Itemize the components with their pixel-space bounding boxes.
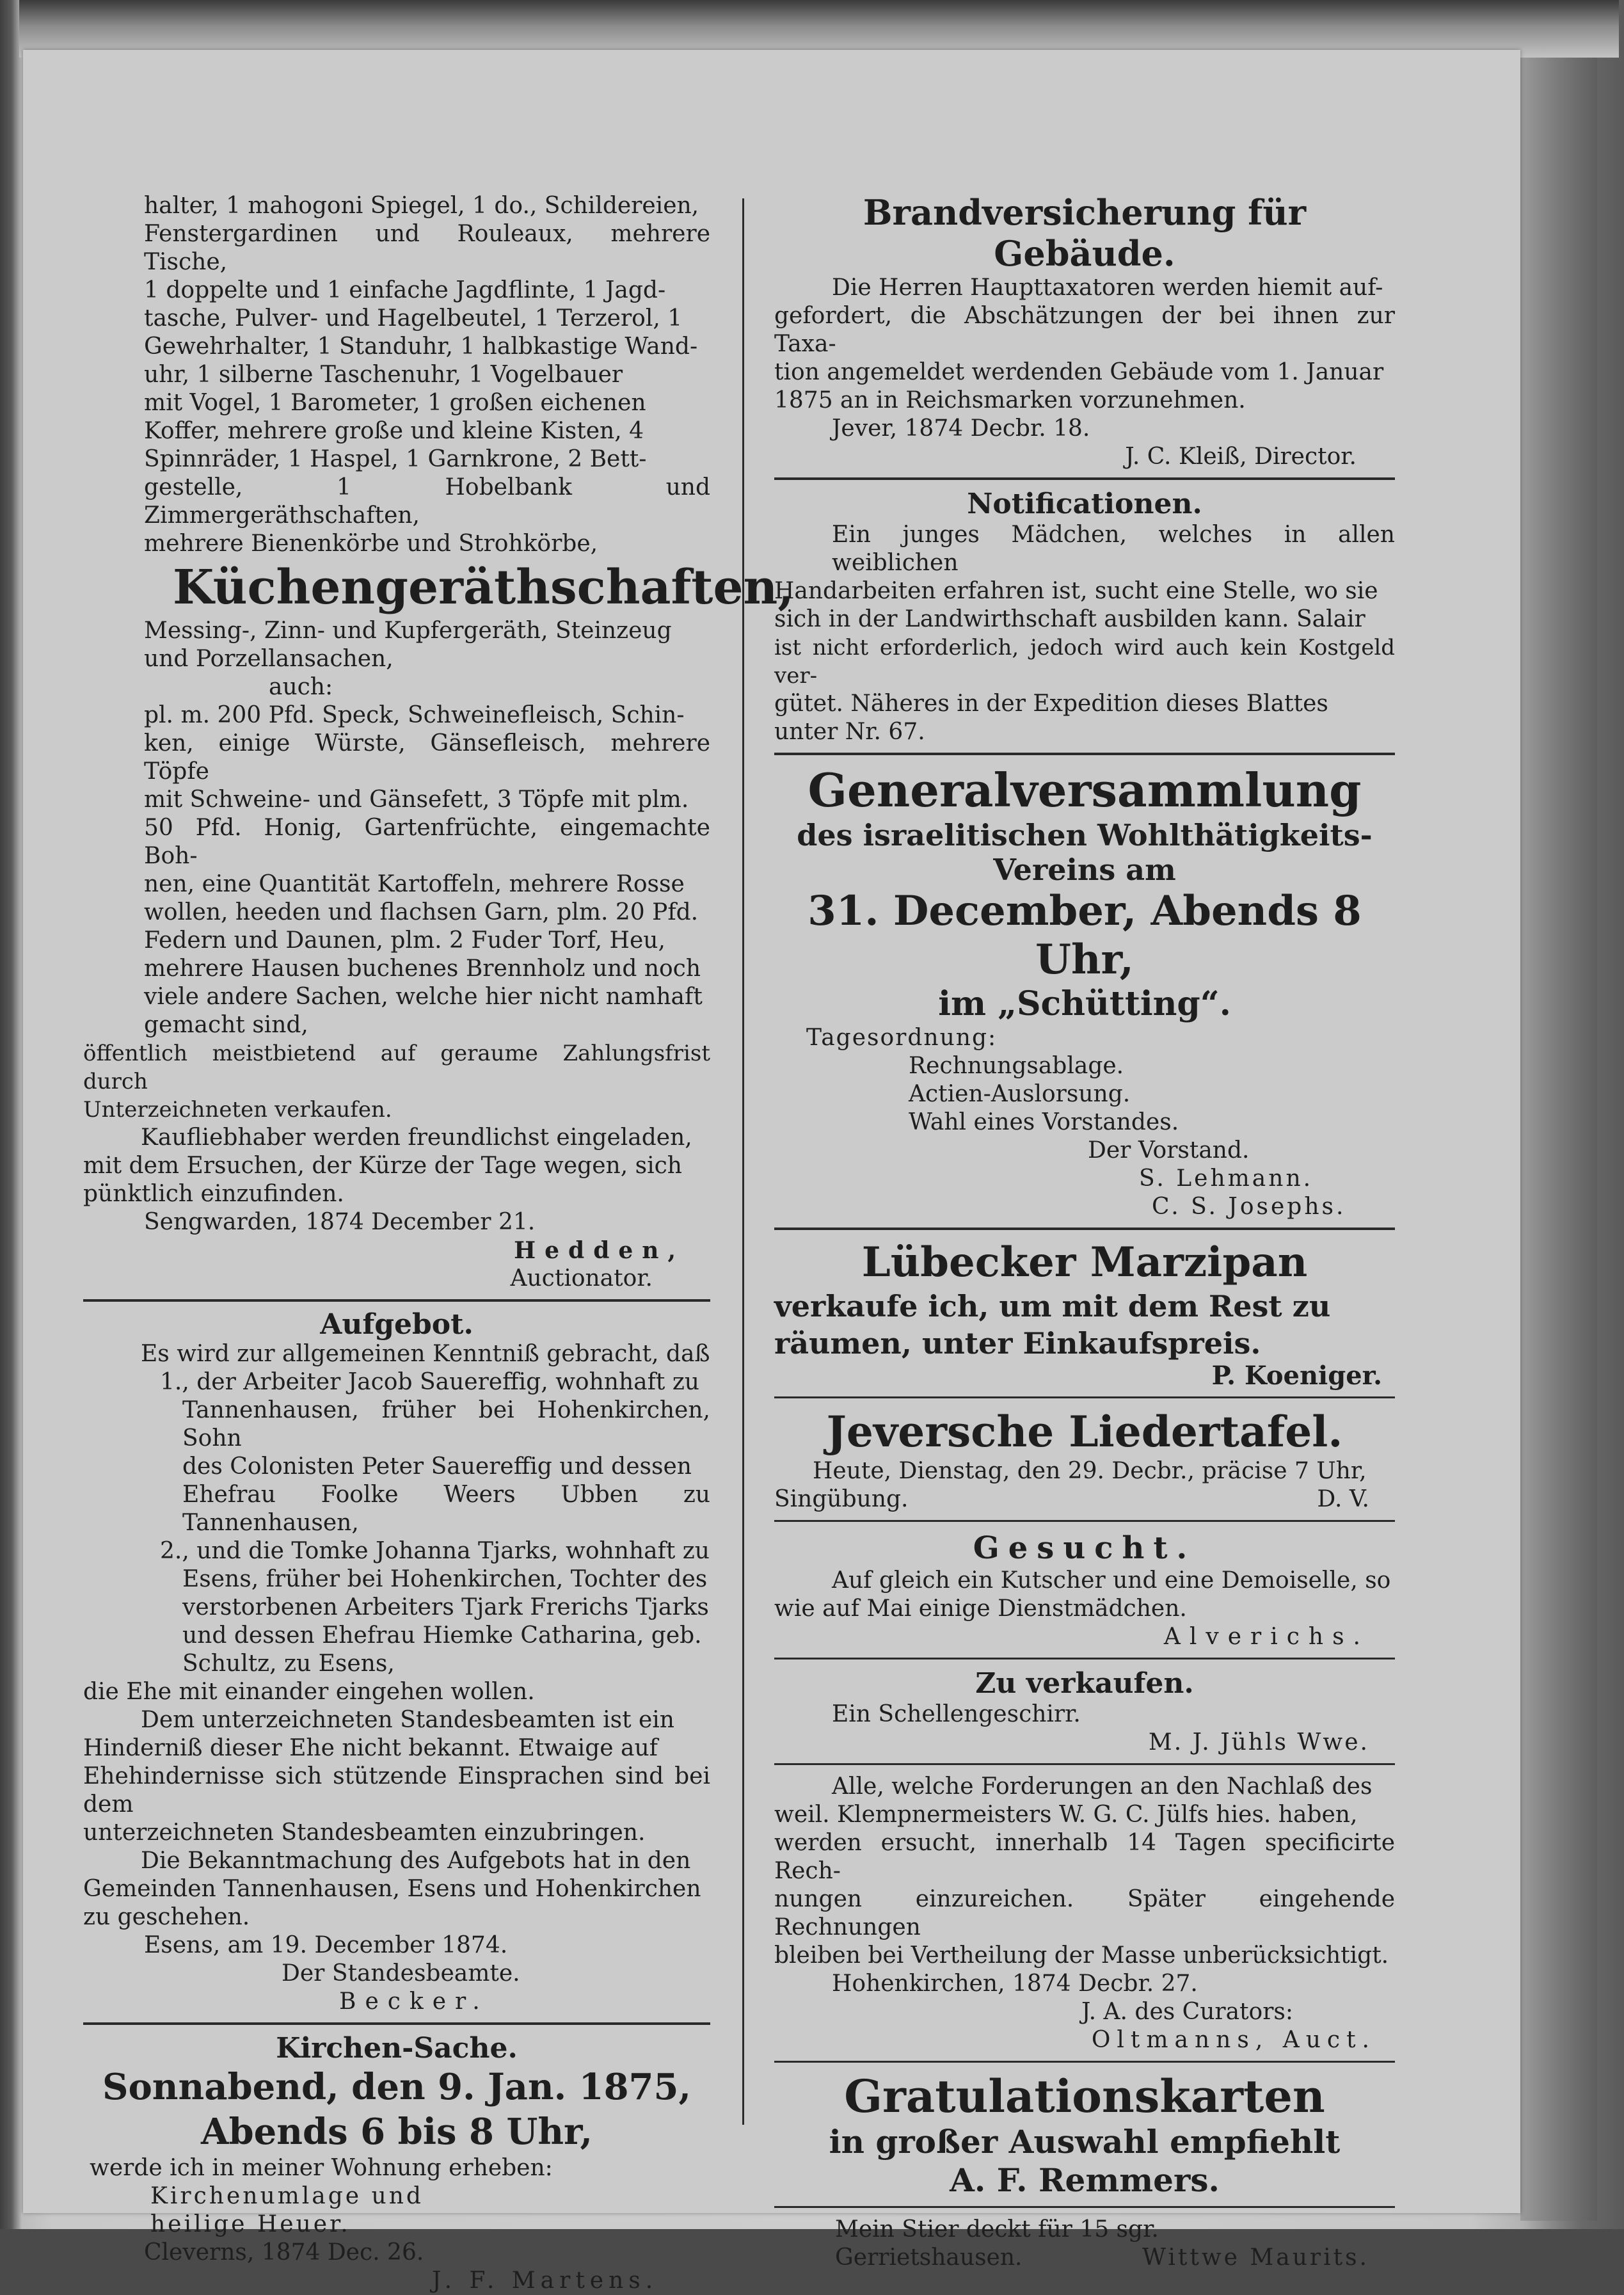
text-line: Alle, welche Forderungen an den Nachlaß des	[832, 1773, 1373, 1800]
text-line: verkaufe ich, um mit dem Rest zu	[774, 1289, 1331, 1323]
text-line: heilige Heuer.	[150, 2211, 351, 2237]
text-line: tasche, Pulver- und Hagelbeutel, 1 Terzerol, 1	[144, 305, 683, 332]
section-rule	[774, 2206, 1395, 2208]
text-line: Die Bekanntmachung des Aufgebots hat in den	[141, 1848, 691, 1874]
text-line: mit Schweine- und Gänsefett, 3 Töpfe mit plm.	[144, 787, 689, 813]
text-line: gestelle, 1 Hobelbank und Zimmergeräthschaften,	[144, 474, 710, 529]
section-rule	[83, 2022, 710, 2025]
brand-heading: Brandversicherung für Gebäude.	[863, 192, 1307, 274]
text-line: Handarbeiten erfahren ist, sucht eine Stelle, wo sie	[774, 578, 1378, 604]
gesucht-text	[774, 1567, 1395, 1623]
nachlass-text	[774, 1773, 1395, 1970]
text-line: Kaufliebhaber werden freundlichst eingeladen,	[141, 1124, 692, 1151]
kirchen-heading: Kirchen-Sache.	[276, 2032, 518, 2065]
gv-line2: Vereins am	[993, 852, 1176, 887]
text-line: Ehehindernisse sich stützende Einsprachen sind bei dem	[83, 1763, 710, 1818]
text-line: gemacht sind,	[144, 1012, 308, 1038]
goods-text	[83, 701, 710, 1039]
text-line: zu geschehen.	[83, 1904, 250, 1930]
text-line: halter, 1 mahogoni Spiegel, 1 do., Schildereien,	[144, 193, 699, 219]
text-line: öffentlich meistbietend auf geraume Zahlungsfrist durch	[83, 1041, 710, 1094]
verkaufen-heading: Zu verkaufen.	[975, 1667, 1194, 1700]
kitchen-text	[83, 617, 710, 701]
koeniger-signature: P. Koeniger.	[1211, 1361, 1382, 1391]
text-line: räumen, unter Einkaufspreis.	[774, 1326, 1261, 1361]
agenda-item: Actien-Auslorsung.	[909, 1081, 1131, 1107]
text-line: verstorbenen Arbeiters Tjark Frerichs Tjarks	[182, 1594, 709, 1620]
text-line: bleiben bei Vertheilung der Masse unberücksichtigt.	[774, 1942, 1389, 1969]
text-line: gefordert, die Abschätzungen der bei ihnen zur Taxa-	[774, 303, 1395, 357]
gv-line1: des israelitischen Wohlthätigkeits-	[797, 818, 1373, 852]
text-line: 1., der Arbeiter Jacob Sauereffig, wohnhaft zu	[160, 1369, 699, 1395]
text-line: Ein junges Mädchen, welches in allen weiblichen	[832, 522, 1395, 576]
section-rule	[774, 477, 1395, 480]
text-line: wollen, heeden und flachsen Garn, plm. 20 Pfd.	[144, 899, 699, 925]
text-line: Gewehrhalter, 1 Standuhr, 1 halbkastige Wand-	[144, 333, 698, 360]
alverichs-signature: Alverichs.	[1163, 1624, 1369, 1650]
oltmanns-signature: Oltmanns, Auct.	[1091, 2027, 1376, 2053]
text-line: Die Herren Haupttaxatoren werden hiemit auf-	[832, 275, 1383, 301]
text-line: Fenstergardinen und Rouleaux, mehrere Tische,	[144, 221, 710, 275]
remmers-signature: A. F. Remmers.	[950, 2161, 1220, 2199]
notif-text	[774, 521, 1395, 746]
text-line: nen, eine Quantität Kartoffeln, mehrere Rosse	[144, 871, 685, 897]
text-line: mit Vogel, 1 Barometer, 1 großen eichenen	[144, 390, 646, 416]
martens-signature: J. F. Martens.	[432, 2267, 658, 2294]
curator-label: J. A. des Curators:	[1081, 1999, 1294, 2025]
gesucht-heading: Gesucht.	[973, 1530, 1197, 1566]
text-line: 2., und die Tomke Johanna Tjarks, wohnhaft zu	[160, 1538, 710, 1564]
page-top-edge	[19, 0, 1619, 58]
agenda-list	[774, 1052, 1395, 1137]
text-line: pl. m. 200 Pfd. Speck, Schweinefleisch, Schin-	[144, 702, 685, 728]
marzipan-text	[774, 1288, 1395, 1362]
text-line: ist nicht erforderlich, jedoch wird auch kein Kostgeld ver-	[774, 635, 1395, 689]
text-line: 1 doppelte und 1 einfache Jagdflinte, 1 Jagd-	[144, 277, 666, 303]
text-line: Tannenhausen, früher bei Hohenkirchen, Sohn	[182, 1397, 710, 1451]
aufgebot-marriage: die Ehe mit einander eingehen wollen.	[83, 1679, 535, 1705]
juehls-signature: M. J. Jühls Wwe.	[1148, 1729, 1369, 1755]
left-column	[83, 192, 795, 2295]
text-line: und dessen Ehefrau Hiemke Catharina, geb.	[182, 1622, 702, 1649]
aufgebot-intro	[83, 1340, 710, 1368]
section-rule	[83, 1299, 710, 1302]
gerrietshausen-place: Gerrietshausen.	[835, 2244, 1023, 2271]
section-rule	[774, 1520, 1395, 1522]
section-rule	[774, 1396, 1395, 1398]
aufgebot-item2	[83, 1537, 710, 1678]
text-line: nungen einzureichen. Später eingehende Rechnungen	[774, 1886, 1395, 1940]
grat-heading: Gratulationskarten	[844, 2070, 1325, 2123]
becker-signature: Becker.	[339, 1988, 489, 2015]
text-line: und Porzellansachen,	[144, 646, 394, 672]
text-line: Dem unterzeichneten Standesbeamten ist ein	[141, 1707, 674, 1733]
stier-footer	[774, 2244, 1395, 2272]
text-line: uhr, 1 silberne Taschenuhr, 1 Vogelbauer	[144, 362, 623, 388]
text-line: werden ersucht, innerhalb 14 Tagen specificirte Rech-	[774, 1830, 1395, 1884]
text-line: Heute, Dienstag, den 29. Decbr., präcise 7 Uhr,	[813, 1458, 1367, 1484]
page-right-edge	[1520, 58, 1597, 2221]
text-line: des Colonisten Peter Sauereffig und dessen	[182, 1453, 692, 1480]
hohenkirchen-place: Hohenkirchen, 1874 Decbr. 27.	[832, 1971, 1198, 1997]
kitchen-heading: Küchengeräthschaften,	[173, 560, 795, 615]
aufgebot-hindrance	[83, 1706, 710, 1847]
aufgebot-item1	[83, 1368, 710, 1537]
right-column	[774, 192, 1395, 2272]
text-line: Ehefrau Foolke Weers Ubben zu Tannenhausen,	[182, 1482, 710, 1536]
kirchen-text	[83, 2154, 710, 2239]
text-line: mit dem Ersuchen, der Kürze der Tage wegen, sich	[83, 1153, 682, 1179]
cleverns-place: Cleverns, 1874 Dec. 26.	[144, 2239, 424, 2266]
text-line: unter Nr. 67.	[774, 719, 925, 745]
esens-place: Esens, am 19. December 1874.	[144, 1932, 508, 1958]
kirchen-time: Abends 6 bis 8 Uhr,	[201, 2111, 593, 2153]
text-line: Koffer, mehrere große und kleine Kisten, 4	[144, 418, 644, 444]
tagesordnung-label: Tagesordnung:	[806, 1025, 998, 1051]
text-line: Federn und Daunen, plm. 2 Fuder Torf, Heu,	[144, 927, 665, 954]
estate-list	[83, 192, 710, 558]
text-line: wie auf Mai einige Dienstmädchen.	[774, 1595, 1187, 1622]
text-line: werde ich in meiner Wohnung erheben:	[90, 2155, 553, 2181]
text-line: pünktlich einzufinden.	[83, 1181, 344, 1207]
section-rule	[774, 1763, 1395, 1765]
lehmann-signature: S. Lehmann.	[1139, 1165, 1314, 1192]
vorstand-label: Der Vorstand.	[1088, 1137, 1250, 1163]
text-line: tion angemeldet werdenden Gebäude vom 1. Januar	[774, 359, 1384, 385]
text-line: Schultz, zu Esens,	[182, 1651, 395, 1677]
maurits-signature: Wittwe Maurits.	[1142, 2244, 1369, 2271]
section-rule	[774, 2061, 1395, 2063]
text-line: weil. Klempnermeisters W. G. C. Jülfs hies. haben,	[774, 1802, 1358, 1828]
column-divider	[742, 198, 744, 2125]
text-line: Esens, früher bei Hohenkirchen, Tochter des	[182, 1566, 708, 1592]
sengwarden-place: Sengwarden, 1874 December 21.	[144, 1209, 536, 1235]
section-rule	[774, 1227, 1395, 1230]
text-line: sich in der Landwirthschaft ausbilden kann. Salair	[774, 606, 1365, 632]
text-line: ken, einige Würste, Gänsefleisch, mehrere Töpfe	[144, 730, 710, 785]
aufgebot-publication	[83, 1847, 710, 1931]
hedden-signature: Hedden,	[514, 1237, 685, 1264]
text-line: Es wird zur allgemeinen Kenntniß gebracht, daß	[141, 1341, 710, 1367]
grat-line: in großer Auswahl empfiehlt	[829, 2123, 1341, 2161]
standesbeamte-label: Der Standesbeamte.	[282, 1960, 520, 1987]
verkaufen-item: Ein Schellengeschirr.	[832, 1701, 1081, 1727]
marzipan-heading: Lübecker Marzipan	[861, 1238, 1308, 1286]
sale-text	[83, 1039, 710, 1124]
hedden-title: Auctionator.	[510, 1265, 653, 1291]
gv-date: 31. December, Abends 8 Uhr,	[808, 887, 1362, 984]
josephs-signature: C. S. Josephs.	[1152, 1194, 1346, 1220]
text-line: 50 Pfd. Honig, Gartenfrüchte, eingemachte Boh-	[144, 815, 710, 869]
gv-place: im „Schütting“.	[938, 984, 1231, 1023]
agenda-item: Wahl eines Vorstandes.	[909, 1109, 1179, 1135]
text-line: Singübung.	[774, 1486, 909, 1512]
text-line: viele andere Sachen, welche hier nicht namhaft	[144, 984, 703, 1010]
auch-label: auch:	[269, 674, 333, 700]
kirchen-date: Sonnabend, den 9. Jan. 1875,	[102, 2066, 691, 2108]
text-line: unterzeichneten Standesbeamten einzubringen.	[83, 1819, 646, 1846]
text-line: gütet. Näheres in der Expedition dieses Blattes	[774, 691, 1328, 717]
stier-text: Mein Stier deckt für 15 sgr.	[835, 2216, 1159, 2243]
text-line: 1875 an in Reichsmarken vorzunehmen.	[774, 387, 1246, 413]
text-line: Hinderniß dieser Ehe nicht bekannt. Etwaige auf	[83, 1735, 658, 1761]
text-line: Unterzeichneten verkaufen.	[83, 1097, 392, 1123]
text-line: Gemeinden Tannenhausen, Esens und Hohenkirchen	[83, 1876, 701, 1902]
text-line: Messing-, Zinn- und Kupfergeräth, Steinzeug	[144, 618, 672, 644]
text-line: mehrere Hausen buchenes Brennholz und noch	[144, 956, 701, 982]
gv-heading: Generalversammlung	[808, 763, 1362, 817]
notif-heading: Notificationen.	[967, 488, 1202, 520]
kleiss-signature: J. C. Kleiß, Director.	[1125, 444, 1357, 470]
text-line: Auf gleich ein Kutscher und eine Demoiselle, so	[832, 1567, 1391, 1594]
section-rule	[774, 753, 1395, 755]
section-rule	[774, 1658, 1395, 1659]
text-line: mehrere Bienenkörbe und Strohkörbe,	[144, 531, 598, 557]
text-line: Kirchenumlage und	[150, 2183, 424, 2209]
dv-signature: D. V.	[1317, 1486, 1369, 1512]
agenda-item: Rechnungsablage.	[909, 1053, 1124, 1079]
buyers-text	[83, 1124, 710, 1208]
aufgebot-heading: Aufgebot.	[320, 1308, 474, 1341]
jever-place: Jever, 1874 Decbr. 18.	[832, 415, 1090, 442]
text-line: Spinnräder, 1 Haspel, 1 Garnkrone, 2 Bett-	[144, 446, 647, 472]
brand-text	[774, 274, 1395, 415]
lieder-heading: Jeversche Liedertafel.	[826, 1407, 1343, 1457]
